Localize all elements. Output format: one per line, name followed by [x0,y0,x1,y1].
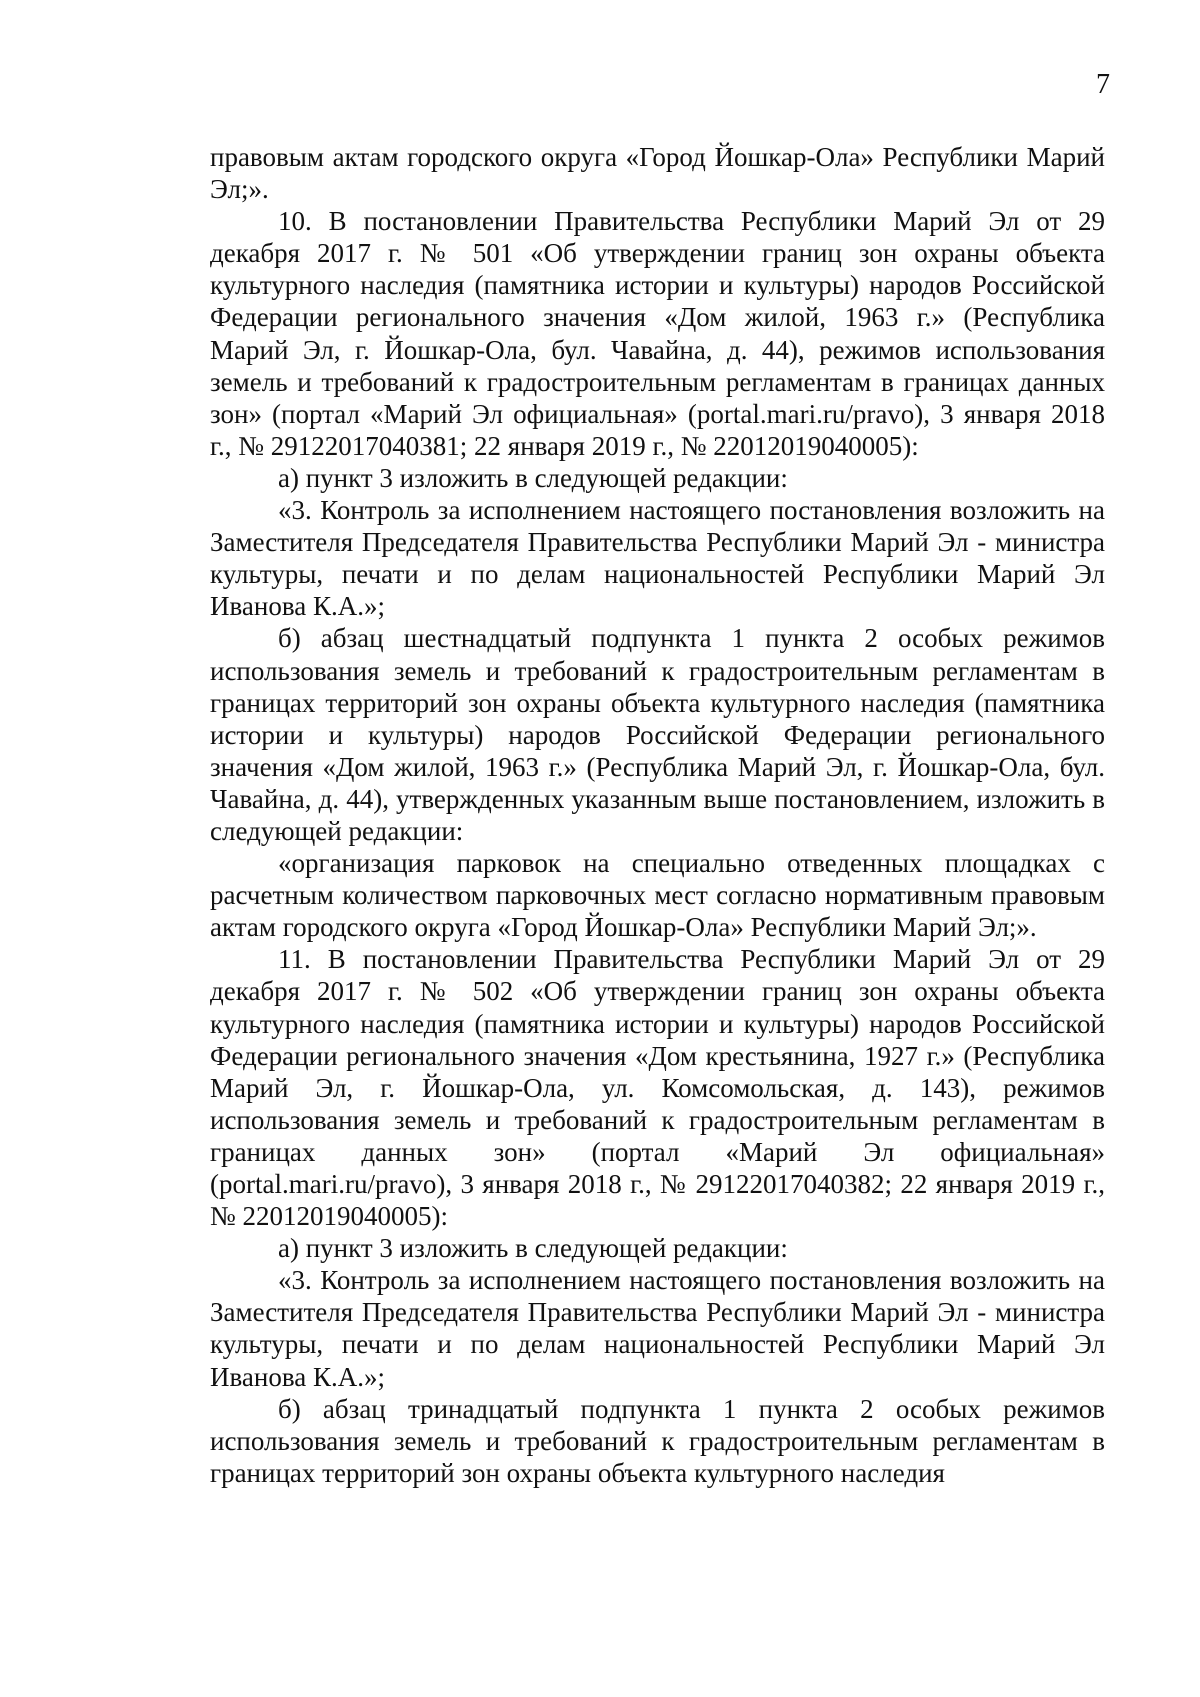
paragraph-item-11: 11. В постановлении Правительства Республики Марий Эл от 29 декабря 2017 г. № 502 «Об утверждении границ зон охраны объекта культурного наследия (памятника истории и культуры) народов Российской Федерации регионального значения «Дом крестьянина, 1927 г.» (Республика Марий Эл, г. Йошкар-Ола, ул. Комсомольская, д. 143), режимов использования земель и требований к градостроительным регламентам в границах данных зон» (портал «Марий Эл официальная» (portal.mari.ru/pravo), 3 января 2018 г., № 29122017040382; 22 января 2019 г., № 22012019040005): [210,944,1105,1232]
body-text [210,141,1105,1489]
paragraph-subitem-b: б) абзац тринадцатый подпункта 1 пункта 2 особых режимов использования земель и требований к градостроительным регламентам в границах территорий зон охраны объекта культурного наследия [210,1393,1105,1488]
paragraph-quote-control: «3. Контроль за исполнением настоящего постановления возложить на Заместителя Председателя Правительства Республики Марий Эл - министра культуры, печати и по делам национальностей Республики Марий Эл Иванова К.А.»; [210,495,1105,622]
page-number: 7 [1096,69,1110,100]
paragraph-item-10: 10. В постановлении Правительства Республики Марий Эл от 29 декабря 2017 г. № 501 «Об утверждении границ зон охраны объекта культурного наследия (памятника истории и культуры) народов Российской Федерации регионального значения «Дом жилой, 1963 г.» (Республика Марий Эл, г. Йошкар-Ола, бул. Чавайна, д. 44), режимов использования земель и требований к градостроительным регламентам в границах данных зон» (портал «Марий Эл официальная» (portal.mari.ru/pravo), 3 января 2018 г., № 29122017040381; 22 января 2019 г., № 22012019040005): [210,206,1105,461]
paragraph-subitem-a: а) пункт 3 изложить в следующей редакции: [278,1233,788,1264]
paragraph-quote-control: «3. Контроль за исполнением настоящего постановления возложить на Заместителя Председателя Правительства Республики Марий Эл - министра культуры, печати и по делам национальностей Республики Марий Эл Иванова К.А.»; [210,1265,1105,1392]
paragraph-quote-parking: «организация парковок на специально отведенных площадках с расчетным количеством парковочных мест согласно нормативным правовым актам городского округа «Город Йошкар-Ола» Республики Марий Эл;». [210,848,1105,943]
paragraph-continuation: правовым актам городского округа «Город Йошкар-Ола» Республики Марий Эл;». [210,142,1105,205]
paragraph-subitem-b: б) абзац шестнадцатый подпункта 1 пункта 2 особых режимов использования земель и требований к градостроительным регламентам в границах территорий зон охраны объекта культурного наследия (памятника истории и культуры) народов Российской Федерации регионального значения «Дом жилой, 1963 г.» (Республика Марий Эл, г. Йошкар-Ола, бул. Чавайна, д. 44), утвержденных указанным выше постановлением, изложить в следующей редакции: [210,623,1105,846]
paragraph-subitem-a: а) пункт 3 изложить в следующей редакции: [278,462,788,493]
